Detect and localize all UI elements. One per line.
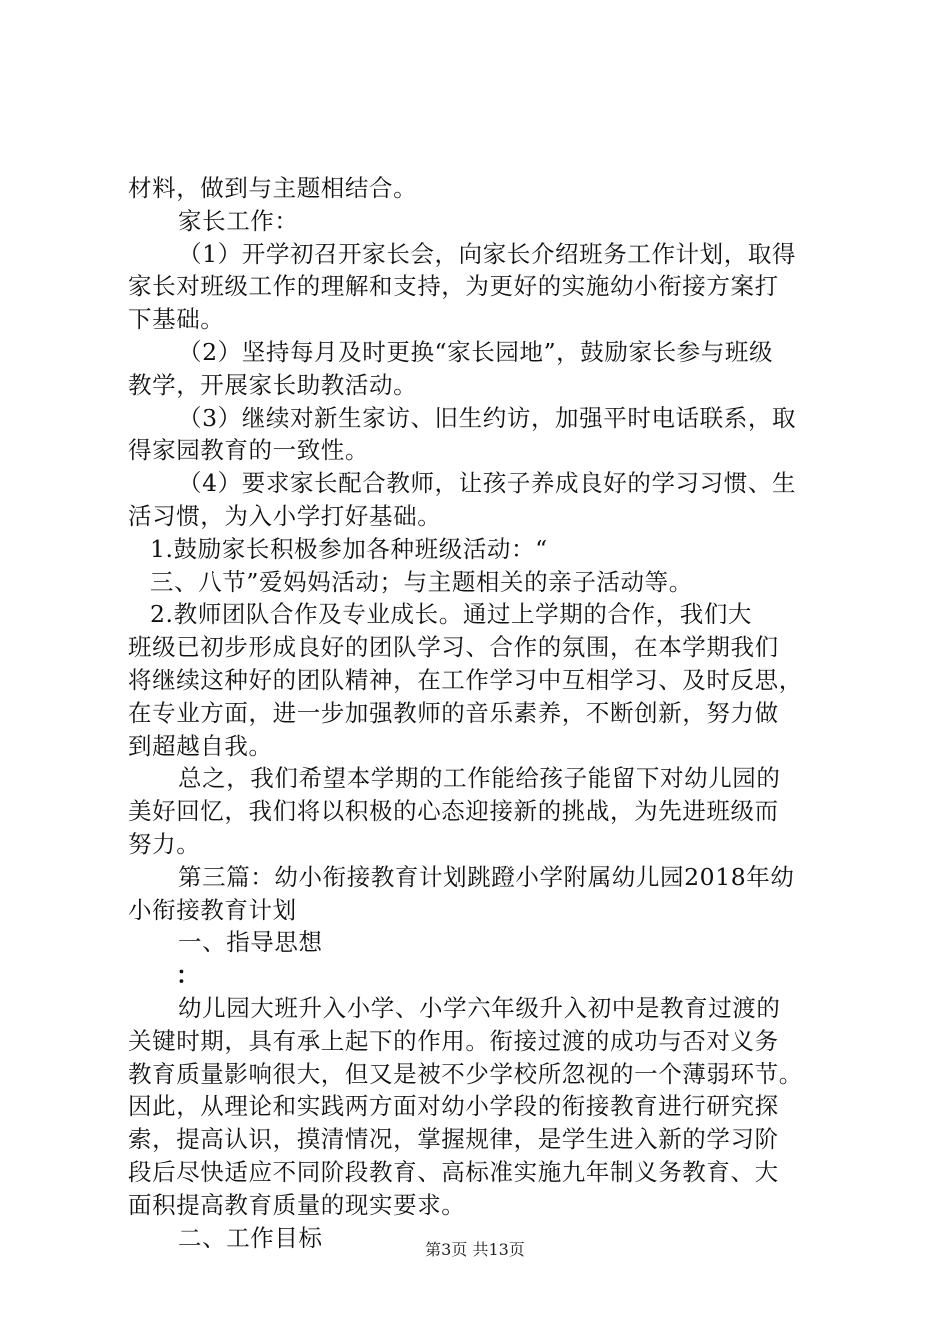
text-line: 美好回忆，我们将以积极的心态迎接新的挑战，为先进班级而 bbox=[128, 797, 779, 826]
text-line: （2）坚持每月及时更换“家长园地”，鼓励家长参与班级 bbox=[178, 337, 774, 366]
body-text bbox=[128, 172, 848, 1254]
page-number-footer: 第3页 共13页 bbox=[425, 1240, 525, 1259]
text-line: 小衔接教育计划 bbox=[128, 895, 297, 924]
text-line: 活习惯，为入小学打好基础。 bbox=[128, 501, 442, 530]
text-line: 得家园教育的一致性。 bbox=[128, 436, 369, 465]
text-line: 家长工作： bbox=[178, 206, 299, 235]
text-line: （1）开学初召开家长会，向家长介绍班务工作计划，取得 bbox=[178, 239, 797, 268]
text-line: 到超越自我。 bbox=[128, 731, 273, 760]
text-line: 索，提高认识，摸清情况，掌握规律，是学生进入新的学习阶 bbox=[128, 1125, 779, 1154]
text-line: 关键时期，具有承上起下的作用。衔接过渡的成功与否对义务 bbox=[128, 1026, 779, 1055]
text-line: 家长对班级工作的理解和支持，为更好的实施幼小衔接方案打 bbox=[128, 272, 779, 301]
section-heading: 一、指导思想 bbox=[178, 928, 323, 957]
text-line: ： bbox=[176, 961, 201, 990]
text-line: 材料，做到与主题相结合。 bbox=[128, 174, 418, 202]
text-line: 段后尽快适应不同阶段教育、高标准实施九年制义务教育、大 bbox=[128, 1157, 779, 1186]
text-line: 下基础。 bbox=[128, 305, 225, 334]
text-line: 努力。 bbox=[128, 829, 201, 858]
text-line: 教育质量影响很大，但又是被不少学校所忽视的一个薄弱环节。 bbox=[128, 1059, 803, 1088]
section-heading: 二、工作目标 bbox=[178, 1223, 323, 1252]
text-line: （4）要求家长配合教师，让孩子养成良好的学习习惯、生 bbox=[178, 469, 797, 498]
text-line: 面积提高教育质量的现实要求。 bbox=[128, 1190, 466, 1219]
text-line: 1.鼓励家长积极参加各种班级活动：“ bbox=[150, 534, 548, 563]
text-line: 教学，开展家长助教活动。 bbox=[128, 370, 418, 399]
section-heading: 第三篇：幼小衔接教育计划跳蹬小学附属幼儿园2018年幼 bbox=[178, 862, 795, 891]
text-line: 将继续这种好的团队精神，在工作学习中互相学习、及时反思， bbox=[128, 665, 803, 694]
text-line: 总之，我们希望本学期的工作能给孩子能留下对幼儿园的 bbox=[178, 764, 781, 793]
text-line: 班级已初步形成良好的团队学习、合作的氛围，在本学期我们 bbox=[128, 633, 779, 662]
text-line: 在专业方面，进一步加强教师的音乐素养，不断创新，努力做 bbox=[128, 698, 779, 727]
text-line: （3）继续对新生家访、旧生约访，加强平时电话联系，取 bbox=[178, 403, 797, 432]
text-line: 2.教师团队合作及专业成长。通过上学期的合作，我们大 bbox=[150, 600, 753, 629]
text-line: 因此，从理论和实践两方面对幼小学段的衔接教育进行研究探 bbox=[128, 1092, 779, 1121]
text-line: 幼儿园大班升入小学、小学六年级升入初中是教育过渡的 bbox=[178, 993, 781, 1022]
text-line: 三、八节”爱妈妈活动；与主题相关的亲子活动等。 bbox=[150, 567, 693, 596]
